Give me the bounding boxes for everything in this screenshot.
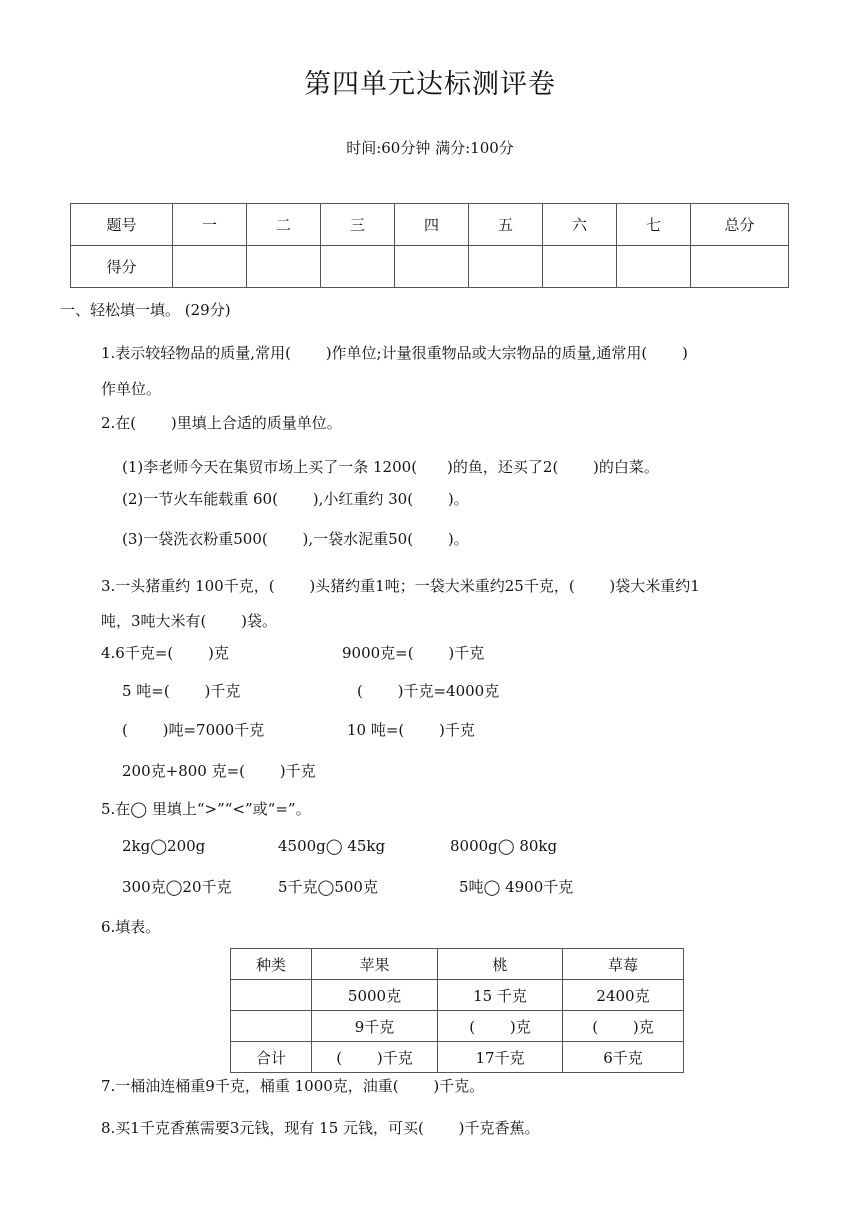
question-8: 8.买1千克香蕉需要3元钱，现有 15 元钱，可买( )千克香蕉。 xyxy=(101,1119,540,1137)
table-cell: 2400克 xyxy=(563,980,684,1011)
table-cell: 七 xyxy=(617,204,691,246)
table-cell: 苹果 xyxy=(312,949,438,980)
table-cell: 四 xyxy=(395,204,469,246)
table-cell xyxy=(231,980,312,1011)
question-1: 1.表示较轻物品的质量,常用( )作单位;计量很重物品或大宗物品的质量,通常用( ) xyxy=(101,344,688,362)
table-row xyxy=(231,1011,684,1042)
table-row xyxy=(231,949,684,980)
compare-item: 5千克◯500克 xyxy=(278,878,378,896)
table-cell: 题号 xyxy=(71,204,173,246)
question-4-c: 5 吨=( )千克 xyxy=(122,682,241,700)
table-cell: 得分 xyxy=(71,246,173,288)
table-cell: 合计 xyxy=(231,1042,312,1073)
table-cell: 6千克 xyxy=(563,1042,684,1073)
score-cell[interactable] xyxy=(247,246,321,288)
exam-info: 时间:60分钟 满分:100分 xyxy=(346,139,514,157)
question-2-2: (2)一节火车能载重 60( ),小红重约 30( )。 xyxy=(122,490,469,508)
score-cell[interactable] xyxy=(173,246,247,288)
compare-item: 8000g◯ 80kg xyxy=(450,837,558,855)
table-cell: 六 xyxy=(543,204,617,246)
table-cell: 三 xyxy=(321,204,395,246)
table-cell xyxy=(231,1011,312,1042)
table-cell: 总分 xyxy=(691,204,789,246)
page-title: 第四单元达标测评卷 xyxy=(304,69,556,100)
table-cell: 种类 xyxy=(231,949,312,980)
compare-item: 300克◯20千克 xyxy=(122,878,232,896)
table-cell: 五 xyxy=(469,204,543,246)
table-cell: 5000克 xyxy=(312,980,438,1011)
table-cell: 17千克 xyxy=(438,1042,563,1073)
question-4-e: ( )吨=7000千克 xyxy=(122,721,265,739)
compare-item: 4500g◯ 45kg xyxy=(278,837,386,855)
question-2: 2.在( )里填上合适的质量单位。 xyxy=(101,414,342,432)
question-4-g: 200克+800 克=( )千克 xyxy=(122,762,316,780)
question-4-d: ( )千克=4000克 xyxy=(357,682,500,700)
table-cell: 草莓 xyxy=(563,949,684,980)
score-cell[interactable] xyxy=(321,246,395,288)
table-cell: 一 xyxy=(173,204,247,246)
score-cell[interactable] xyxy=(395,246,469,288)
question-6: 6.填表。 xyxy=(101,918,161,936)
table-row xyxy=(231,980,684,1011)
question-2-3: (3)一袋洗衣粉重500( ),一袋水泥重50( )。 xyxy=(122,530,469,548)
compare-item: 5吨◯ 4900千克 xyxy=(459,878,574,896)
question-1-cont: 作单位。 xyxy=(101,380,162,398)
table-cell: ( )克 xyxy=(563,1011,684,1042)
fruit-table xyxy=(230,948,684,1073)
table-cell: 9千克 xyxy=(312,1011,438,1042)
table-cell: 二 xyxy=(247,204,321,246)
score-cell[interactable] xyxy=(469,246,543,288)
compare-item: 2kg◯200g xyxy=(122,837,206,855)
score-cell[interactable] xyxy=(617,246,691,288)
question-4-a: 4.6千克=( )克 xyxy=(101,644,229,662)
table-cell: 15 千克 xyxy=(438,980,563,1011)
question-5: 5.在◯ 里填上“>”“<”或“=”。 xyxy=(101,800,311,818)
question-2-1: (1)李老师今天在集贸市场上买了一条 1200( )的鱼，还买了2( )的白菜。 xyxy=(122,458,659,476)
table-row xyxy=(231,1042,684,1073)
table-row xyxy=(71,246,789,288)
question-7: 7.一桶油连桶重9千克，桶重 1000克，油重( )千克。 xyxy=(101,1077,485,1095)
score-table xyxy=(70,203,789,288)
table-cell: ( )克 xyxy=(438,1011,563,1042)
table-row xyxy=(71,204,789,246)
score-cell[interactable] xyxy=(691,246,789,288)
question-3-cont: 吨，3吨大米有( )袋。 xyxy=(101,612,278,630)
table-cell: 桃 xyxy=(438,949,563,980)
score-cell[interactable] xyxy=(543,246,617,288)
section-heading: 一、轻松填一填。 (29分) xyxy=(60,301,231,319)
question-3: 3.一头猪重约 100千克，( )头猪约重1吨；一袋大米重约25千克，( )袋大米重约1 xyxy=(101,577,700,595)
table-cell: ( )千克 xyxy=(312,1042,438,1073)
question-4-b: 9000克=( )千克 xyxy=(342,644,485,662)
question-4-f: 10 吨=( )千克 xyxy=(347,721,475,739)
